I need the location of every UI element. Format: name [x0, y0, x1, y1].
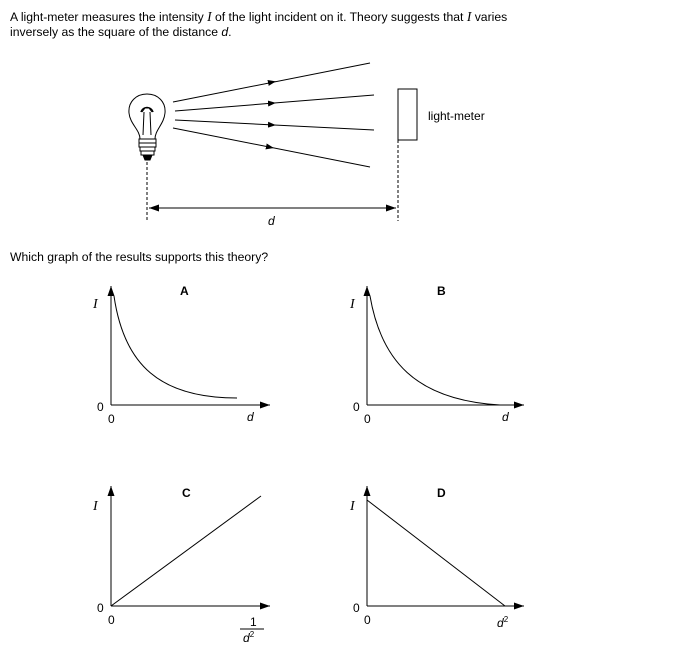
question-line1-end: varies	[471, 10, 508, 24]
graph-a-origin-y: 0	[97, 400, 104, 414]
graph-b-curve	[370, 296, 500, 405]
light-meter-label: light-meter	[428, 109, 485, 123]
graph-a-label: A	[180, 284, 189, 298]
symbol-distance: d	[221, 25, 229, 39]
graph-c-origin-y: 0	[97, 601, 104, 615]
graph-c-x-numerator: 1	[250, 615, 257, 629]
graph-d-origin-y: 0	[353, 601, 360, 615]
light-rays	[173, 63, 374, 167]
question-line1-start: A light-meter measures the intensity	[10, 10, 208, 24]
graph-d-label: D	[437, 486, 446, 500]
light-meter	[398, 89, 417, 140]
graph-d-y-label: I	[350, 499, 355, 514]
graph-b-origin-x: 0	[364, 412, 371, 426]
graph-c	[92, 486, 270, 645]
graph-c-x-denominator: $d^2$	[243, 630, 255, 645]
symbol-intensity: I	[207, 9, 212, 24]
graph-d-origin-x: 0	[364, 613, 371, 627]
graph-c-label: C	[182, 486, 191, 500]
graph-b-origin-y: 0	[353, 400, 360, 414]
question-line2-start: inversely as the square of the distance	[10, 25, 222, 39]
graph-d	[349, 486, 524, 630]
symbol-intensity-2: I	[466, 9, 472, 24]
graph-c-origin-x: 0	[108, 613, 115, 627]
graph-b-label: B	[437, 284, 446, 298]
light-ray	[173, 128, 370, 167]
graph-a	[92, 284, 270, 426]
graph-b-x-label: d	[502, 410, 509, 424]
light-bulb-icon	[129, 94, 165, 160]
question-line1-middle: of the light incident on it. Theory suggests that	[211, 10, 467, 24]
distance-label: d	[268, 214, 275, 228]
distance-guides	[147, 140, 398, 221]
graph-a-y-label: I	[93, 297, 98, 312]
graph-c-y-label: I	[93, 499, 98, 514]
graph-b-y-label: I	[350, 297, 355, 312]
graph-c-line	[111, 496, 261, 606]
graph-a-origin-x: 0	[108, 412, 115, 426]
graph-b	[349, 284, 524, 426]
light-ray	[175, 120, 374, 130]
light-ray	[175, 95, 374, 111]
question-line2-end: .	[228, 25, 232, 39]
graph-a-curve	[114, 296, 237, 398]
graph-a-x-label: d	[247, 410, 254, 424]
graph-d-line	[367, 500, 505, 606]
prompt-text: Which graph of the results supports this theory?	[10, 250, 269, 264]
graph-d-x-label: $d^2$	[497, 615, 509, 630]
